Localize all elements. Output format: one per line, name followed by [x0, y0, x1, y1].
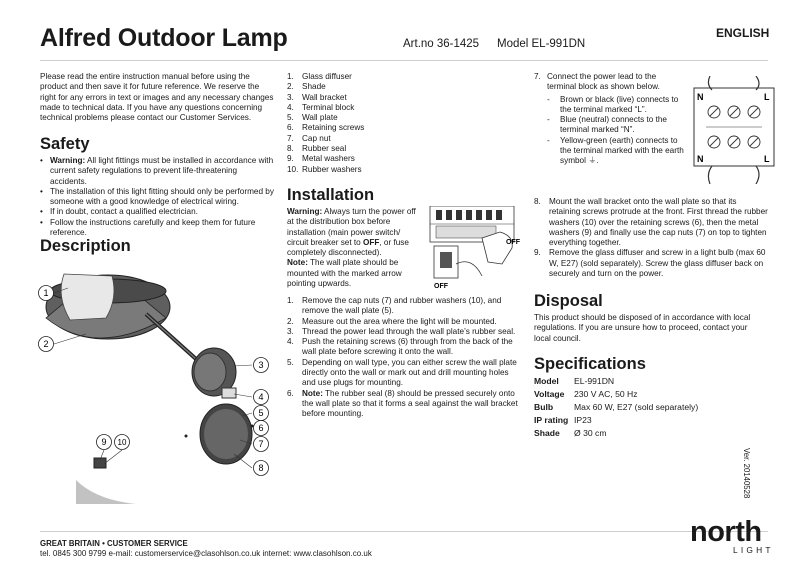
safety-item: • Follow the instructions carefully and keep them for future reference.: [40, 218, 276, 239]
svg-text:4: 4: [258, 392, 264, 402]
specifications-heading: Specifications: [534, 355, 646, 373]
header-divider: [40, 60, 768, 61]
specifications-table: [534, 376, 698, 441]
footer-contact: tel. 0845 300 9799 e-mail: customerservice@clasohlson.co.uk internet: www.clasohlson.co.uk: [40, 549, 372, 558]
callout-5: [254, 406, 269, 421]
callout-9: [97, 435, 112, 450]
svg-text:7: 7: [258, 439, 264, 449]
svg-text:N: N: [697, 92, 704, 102]
safety-list: [40, 156, 276, 238]
list-item: 5. Wall plate: [287, 113, 338, 123]
svg-text:3: 3: [258, 360, 264, 370]
svg-text:9: 9: [101, 437, 107, 447]
disposal-heading: Disposal: [534, 292, 603, 310]
svg-text:10: 10: [117, 438, 127, 447]
svg-text:5: 5: [258, 408, 264, 418]
step-7: 7. Connect the power lead to the terminal block as shown below. - Brown or black (live) connects to the terminal marked “L”. - Blue (neutral) connects to the terminal marked “N”. - Yellow-green (earth) connects to the terminal marked with the earth symbol ⏚.: [534, 72, 684, 167]
callout-10: [115, 435, 130, 450]
list-item: 9. Metal washers: [287, 154, 355, 164]
svg-text:OFF: OFF: [434, 283, 448, 290]
table-row: Bulb Max 60 W, E27 (sold separately): [534, 402, 699, 412]
svg-text:2: 2: [43, 339, 49, 349]
svg-text:L: L: [764, 92, 770, 102]
table-row: Voltage 230 V AC, 50 Hz: [534, 389, 638, 399]
callout-7: [254, 437, 269, 452]
wiring-list: [547, 95, 684, 167]
intro-text: Please read the entire instruction manual before using the product and then save it for future reference. We reserve the right for any errors in text or images and any necessary changes made to technical data. If you have any questions concerning technical problems please contact our Customer Services.: [40, 72, 274, 123]
list-item: 7. Cap nut: [287, 133, 331, 143]
list-item: 2. Shade: [287, 82, 326, 92]
list-item: 9. Remove the glass diffuser and screw in a light bulb (max 60 W, E27) (sold separately). Screw the glass diffuser back on securely and turn on the power.: [534, 248, 766, 279]
brand-logo: north: [690, 516, 762, 548]
callout-1: [39, 286, 54, 301]
list-item: 6. Note: The rubber seal (8) should be pressed securely onto the wall plate so that it forms a seal against the wall bracket before mounting.: [287, 388, 518, 419]
terminal-block-diagram: [686, 76, 782, 184]
callout-2: [39, 337, 54, 352]
disposal-text: This product should be disposed of in accordance with local regulations. If you are unsure how to proceed, contact your local council.: [534, 313, 751, 343]
svg-text:OFF: OFF: [506, 239, 520, 246]
list-item: 8. Mount the wall bracket onto the wall plate so that its retaining screws protrude at the front. First thread the rubber washers (10) over the retaining screws (6), then the metal washers (9) and finally use the cap nuts (7) on top to tighten everything together.: [534, 197, 768, 248]
svg-text:8: 8: [258, 463, 264, 473]
brand-logo-sub: LIGHT: [733, 545, 774, 555]
table-row: IP rating IP23: [534, 415, 592, 425]
language-label: ENGLISH: [716, 26, 770, 40]
svg-text:1: 1: [43, 288, 49, 298]
lamp-exploded-diagram: [36, 258, 276, 504]
callout-4: [254, 390, 269, 405]
svg-text:6: 6: [258, 423, 264, 433]
installation-steps: [287, 296, 523, 420]
wall-shadow: [76, 480, 136, 504]
list-item: - Blue (neutral) connects to the terminal marked “N”.: [547, 115, 684, 136]
footer-title: GREAT BRITAIN • CUSTOMER SERVICE: [40, 539, 188, 548]
list-item: 4. Terminal block: [287, 102, 355, 112]
glass-diffuser-shape: [61, 274, 114, 320]
article-number: Art.no 36-1425: [403, 38, 480, 50]
version-label: Ver. 20140528: [742, 448, 751, 499]
safety-item: • Warning: All light fittings must be installed in accordance with current safety regulations to prevent life-threatening accidents.: [40, 156, 276, 187]
svg-text:N: N: [697, 154, 704, 164]
list-item: - Yellow-green (earth) connects to the terminal marked with the earth symbol ⏚.: [547, 136, 684, 167]
callout-3: [254, 358, 269, 373]
wall-plate-inner: [204, 409, 248, 459]
callout-6: [254, 421, 269, 436]
safety-item: • If in doubt, contact a qualified electrician.: [40, 207, 276, 217]
installation-steps-continued: [534, 197, 768, 279]
wall-bracket-inner: [194, 353, 226, 391]
installation-heading: Installation: [287, 186, 375, 204]
list-item: 3. Thread the power lead through the wall plate’s rubber seal.: [287, 326, 516, 336]
list-item: 1. Glass diffuser: [287, 72, 352, 81]
list-item: 6. Retaining screws: [287, 123, 365, 133]
safety-item: • The installation of this light fitting should only be performed by someone with a good knowledge of electrical wiring.: [40, 187, 276, 208]
hand-icon: [482, 232, 512, 264]
callout-8: [254, 461, 269, 476]
table-row: Shade Ø 30 cm: [534, 428, 607, 438]
safety-heading: Safety: [40, 135, 90, 153]
page-title: Alfred Outdoor Lamp: [40, 24, 288, 52]
screw-dot: [185, 435, 188, 438]
list-item: 3. Wall bracket: [287, 92, 347, 102]
model-number: Model EL-991DN: [497, 38, 586, 50]
svg-text:L: L: [764, 154, 770, 164]
list-item: 4. Push the retaining screws (6) through from the back of the wall plate before screwing it onto the wall.: [287, 337, 513, 357]
table-row: Model EL-991DN: [534, 376, 615, 386]
installation-warning: Warning: Always turn the power off at the distribution box before installation (main power switch/ circuit breaker set to OFF, or fuse completely disconnected). Note: The wall plate should be mounted with the marked arrow pointing upwards.: [287, 207, 416, 289]
description-heading: Description: [40, 237, 131, 255]
terminal-block-shape: [222, 388, 236, 398]
list-item: 1. Remove the cap nuts (7) and rubber washers (10), and remove the wall plate (5).: [287, 296, 502, 316]
footer-divider: [40, 531, 768, 532]
list-item: 8. Rubber seal: [287, 144, 347, 154]
parts-list: [287, 72, 407, 175]
list-item: 5. Depending on wall type, you can either screw the wall plate directly onto the wall or mark out and drill mounting holes and use plugs for mounting.: [287, 357, 517, 388]
circuit-breaker-illustration: [422, 206, 522, 290]
list-item: 2. Measure out the area where the light will be mounted.: [287, 316, 497, 326]
list-item: - Brown or black (live) connects to the terminal marked “L”.: [547, 95, 684, 116]
list-item: 10. Rubber washers: [287, 164, 362, 174]
